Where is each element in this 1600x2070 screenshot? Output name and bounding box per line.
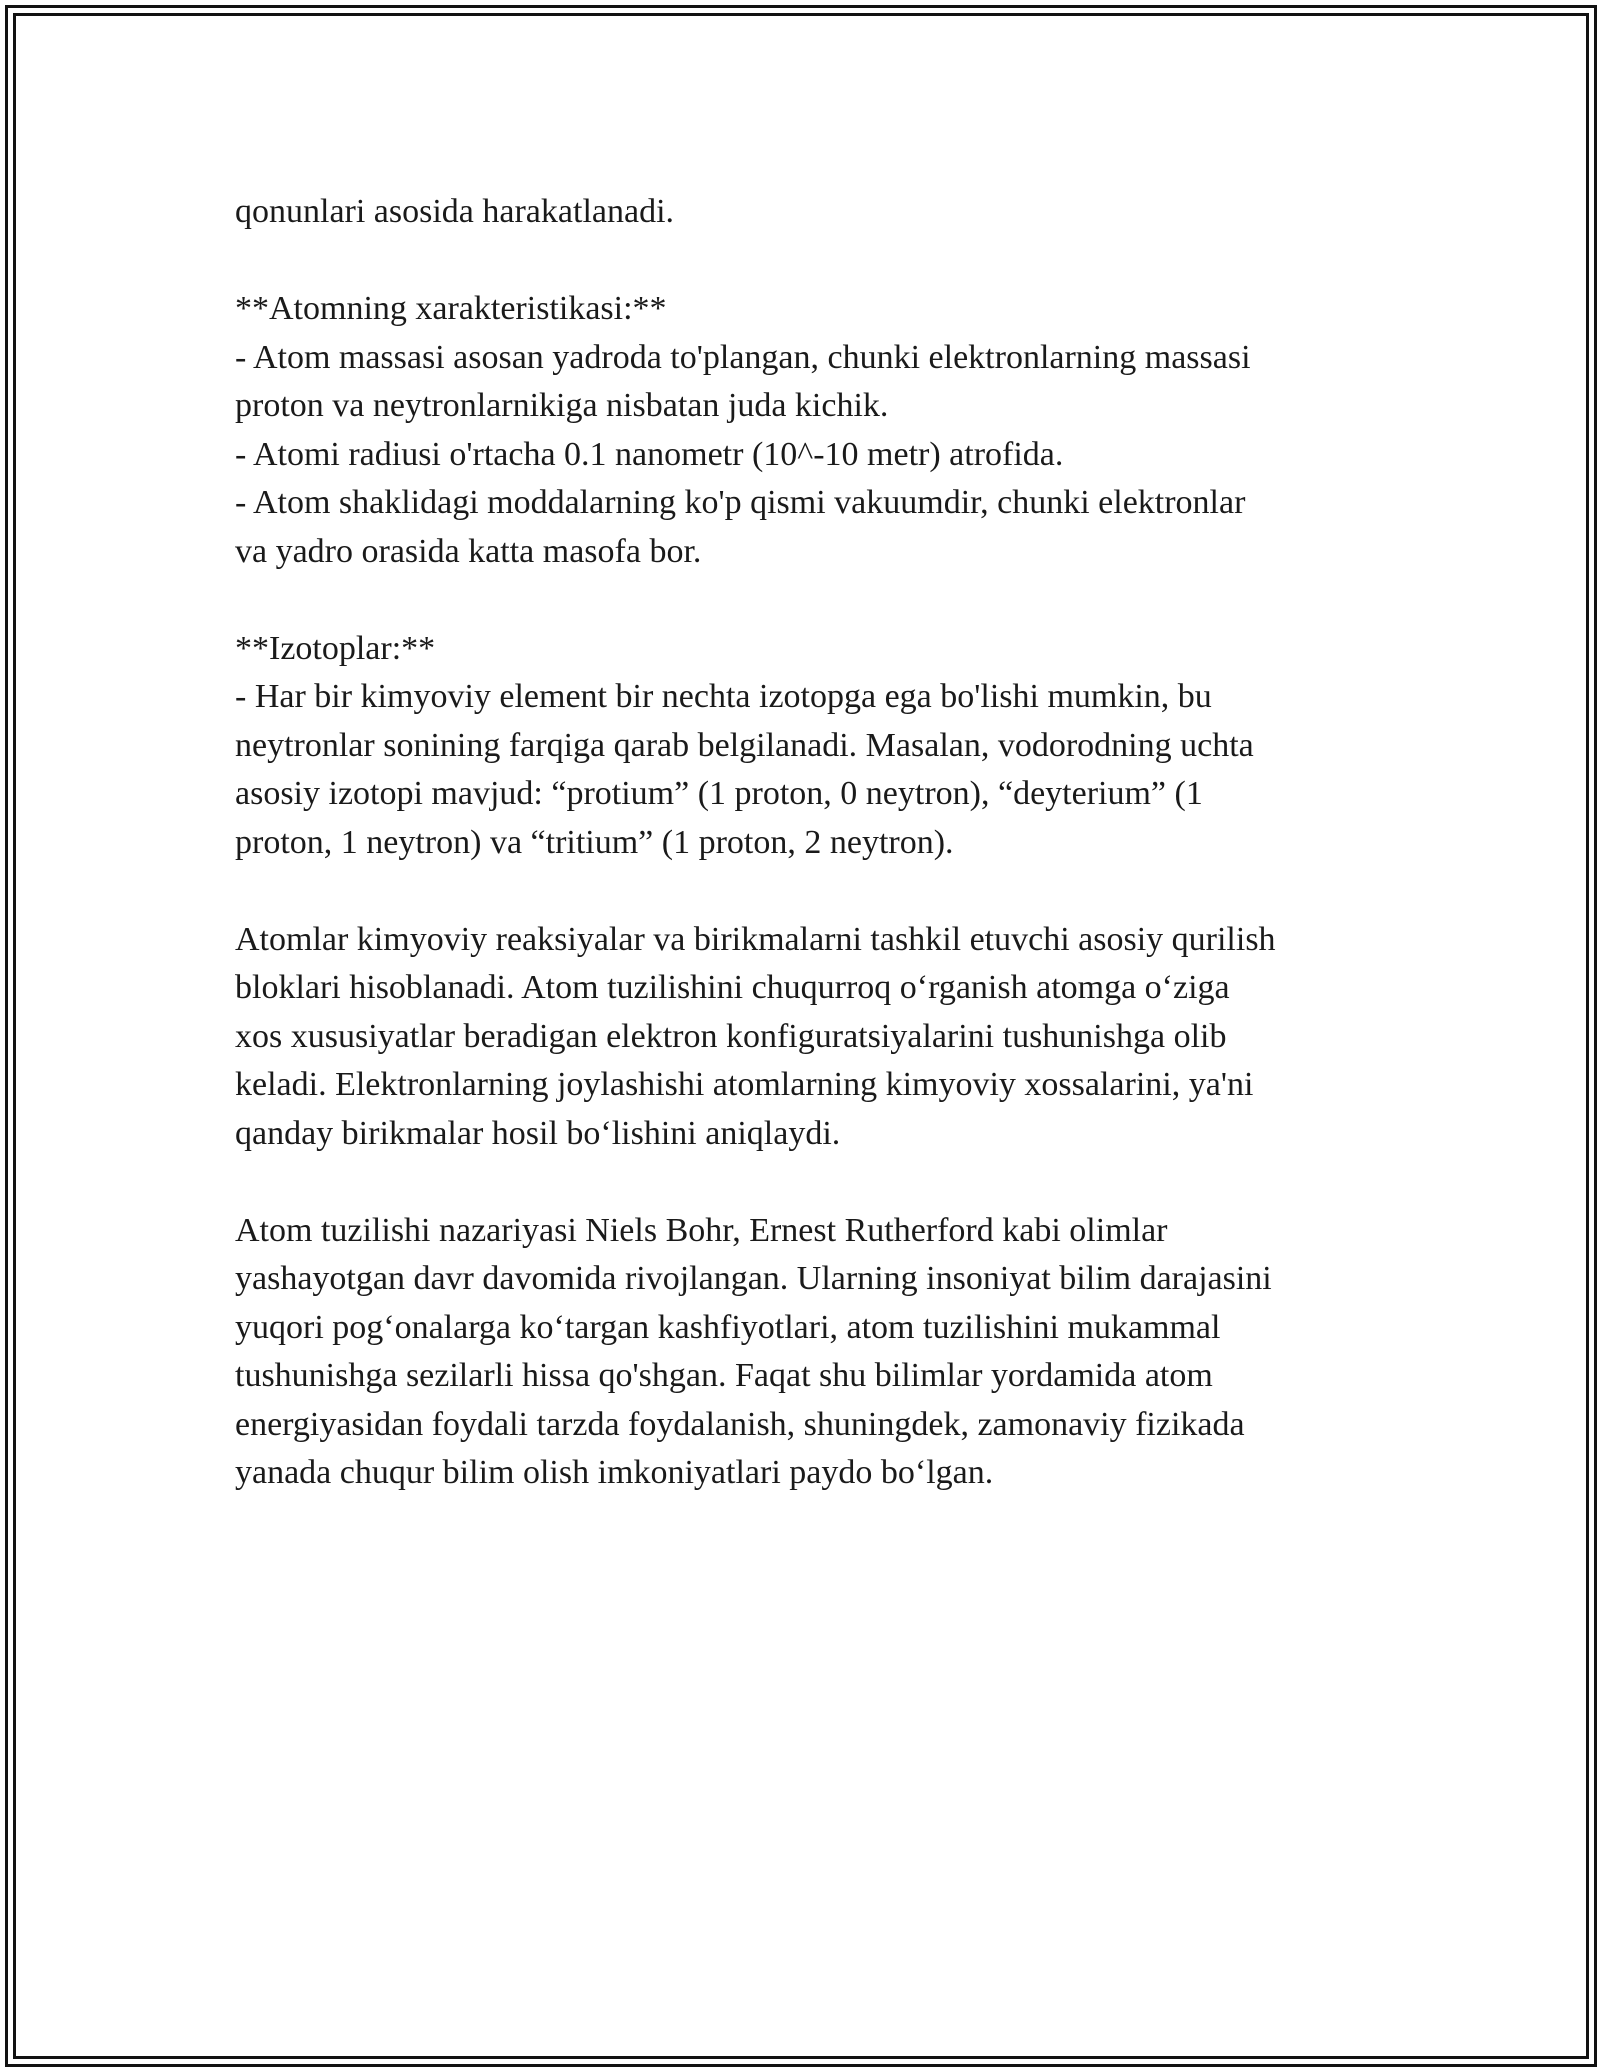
- document-body: [235, 188, 1375, 1498]
- paragraph-chemical-reactions: Atomlar kimyoviy reaksiyalar va birikmalarni tashkil etuvchi asosiy qurilish bloklari hisoblanadi. Atom tuzilishini chuqurroq o‘rganish atomga o‘ziga xos xususiyatlar beradigan elektron konfiguratsiyalarini tushunishga olib keladi. Elektronlarning joylashishi atomlarning kimyoviy xossalarini, ya'ni qanday birikmalar hosil bo‘lishini aniqlaydi.: [235, 920, 1276, 1152]
- paragraph-atom-characteristics: **Atomning xarakteristikasi:** - Atom massasi asosan yadroda to'plangan, chunki elektronlarning massasi proton va neytronlarnikiga nisbatan juda kichik. - Atomi radiusi o'rtacha 0.1 nanometr (10^-10 metr) atrofida. - Atom shaklidagi moddalarning ko'p qismi vakuumdir, chunki elektronlar va yadro orasida katta masofa bor.: [235, 290, 1251, 570]
- paragraph-atomic-theory: Atom tuzilishi nazariyasi Niels Bohr, Ernest Rutherford kabi olimlar yashayotgan davr davomida rivojlangan. Ularning insoniyat bilim darajasini yuqori pog‘onalarga ko‘targan kashfiyotlari, atom tuzilishini mukammal tushunishga sezilarli hissa qo'shgan. Faqat shu bilimlar yordamida atom energiyasidan foydali tarzda foydalanish, shuningdek, zamonaviy fizikada yanada chuqur bilim olish imkoniyatlari paydo bo‘lgan.: [235, 1211, 1272, 1491]
- paragraph-isotopes: **Izotoplar:** - Har bir kimyoviy element bir nechta izotopga ega bo'lishi mumkin, bu neytronlar sonining farqiga qarab belgilanadi. Masalan, vodorodning uchta asosiy izotopi mavjud: “protium” (1 proton, 0 neytron), “deyterium” (1 proton, 1 neytron) va “tritium” (1 proton, 2 neytron).: [235, 629, 1254, 861]
- paragraph-continuation: qonunlari asosida harakatlanadi.: [235, 193, 675, 230]
